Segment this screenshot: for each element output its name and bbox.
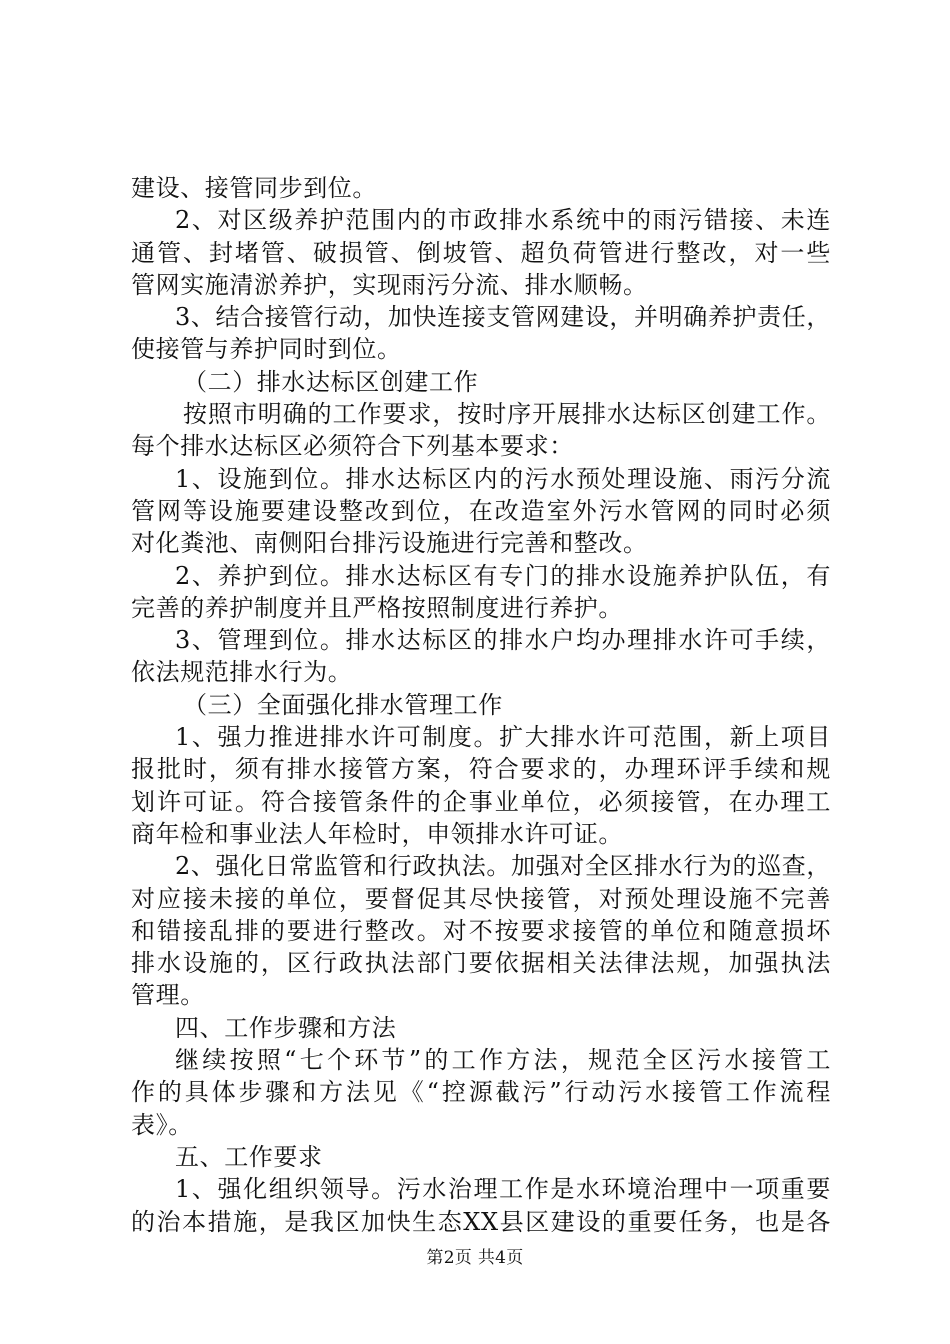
section-heading: 五、工作要求 <box>175 1142 323 1171</box>
paragraph-line: 通管、封堵管、破损管、倒坡管、超负荷管进行整改，对一些 <box>131 238 831 267</box>
paragraph-line: 和错接乱排的要进行整改。对不按要求接管的单位和随意损坏 <box>131 916 831 945</box>
paragraph-line: 排水设施的，区行政执法部门要依据相关法律法规，加强执法 <box>131 949 831 978</box>
paragraph-line: 商年检和事业法人年检时，申领排水许可证。 <box>131 819 623 848</box>
paragraph-line: 管网等设施要建设整改到位，在改造室外污水管网的同时必须 <box>131 496 831 525</box>
paragraph-line: 表》。 <box>131 1110 193 1139</box>
paragraph-line: 每个排水达标区必须符合下列基本要求： <box>131 432 574 461</box>
paragraph-line: 作的具体步骤和方法见《“控源截污”行动污水接管工作流程 <box>131 1078 831 1107</box>
paragraph-line: 1、设施到位。排水达标区内的污水预处理设施、雨污分流 <box>175 464 831 493</box>
paragraph-line: 划许可证。符合接管条件的企事业单位，必须接管，在办理工 <box>131 787 831 816</box>
paragraph-line: 2、养护到位。排水达标区有专门的排水设施养护队伍，有 <box>175 561 831 590</box>
document-body <box>131 172 831 1238</box>
paragraph-line: 2、对区级养护范围内的市政排水系统中的雨污错接、未连 <box>175 206 831 235</box>
paragraph-line: 建设、接管同步到位。 <box>131 174 377 202</box>
paragraph-line: 对应接未接的单位，要督促其尽快接管，对预处理设施不完善 <box>131 884 831 913</box>
paragraph-line: 使接管与养护同时到位。 <box>131 335 402 364</box>
section-heading: （二）排水达标区创建工作 <box>183 367 479 396</box>
paragraph-line: 管理。 <box>131 981 205 1010</box>
paragraph-line: 3、结合接管行动，加快连接支管网建设，并明确养护责任， <box>175 303 831 332</box>
paragraph-line: 对化粪池、南侧阳台排污设施进行完善和整改。 <box>131 529 648 558</box>
paragraph-line: 1、强化组织领导。污水治理工作是水环境治理中一项重要 <box>175 1175 831 1204</box>
paragraph-line: 3、管理到位。排水达标区的排水户均办理排水许可手续， <box>175 626 831 655</box>
paragraph-line: 继续按照“七个环节”的工作方法，规范全区污水接管工 <box>175 1046 831 1075</box>
paragraph-line: 的治本措施，是我区加快生态XX县区建设的重要任务，也是各 <box>131 1207 831 1236</box>
paragraph-line: 报批时，须有排水接管方案，符合要求的，办理环评手续和规 <box>131 755 831 784</box>
paragraph-line: 依法规范排水行为。 <box>131 658 353 687</box>
section-heading: 四、工作步骤和方法 <box>175 1013 397 1042</box>
paragraph-line: 按照市明确的工作要求，按时序开展排水达标区创建工作。 <box>183 400 831 429</box>
page-number-footer: 第2页 共4页 <box>426 1248 524 1268</box>
section-heading: （三）全面强化排水管理工作 <box>183 690 503 719</box>
paragraph-line: 2、强化日常监管和行政执法。加强对全区排水行为的巡查， <box>175 852 831 881</box>
paragraph-line: 1、强力推进排水许可制度。扩大排水许可范围，新上项目 <box>175 723 831 752</box>
paragraph-line: 管网实施清淤养护，实现雨污分流、排水顺畅。 <box>131 270 648 299</box>
paragraph-line: 完善的养护制度并且严格按照制度进行养护。 <box>131 593 623 622</box>
